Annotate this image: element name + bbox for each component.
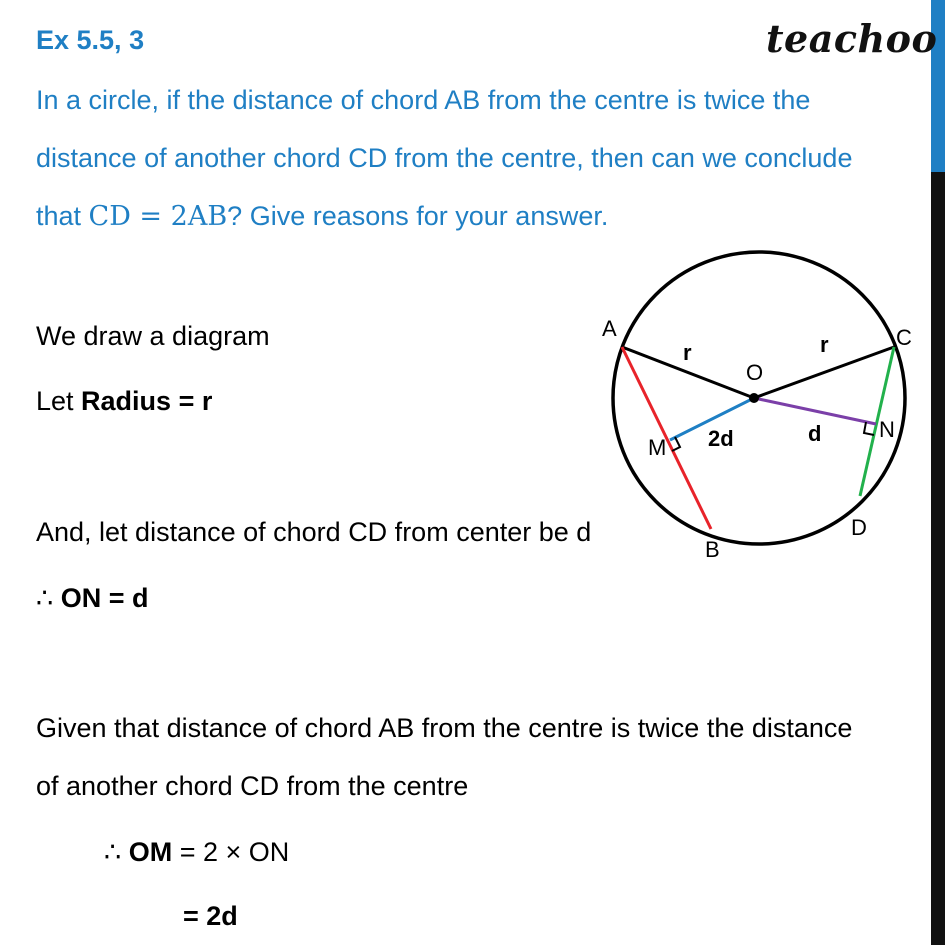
exercise-title: Ex 5.5, 3	[36, 25, 145, 55]
therefore-symbol: ∴	[36, 583, 61, 613]
given-line-1: Given that distance of chord AB from the centre is twice the distance	[36, 713, 853, 743]
radius-pre: Let	[36, 386, 82, 416]
label-o: O	[746, 360, 764, 385]
label-r-right: r	[820, 332, 829, 357]
label-r-left: r	[683, 340, 692, 365]
question-math: CD = 2AB	[88, 201, 228, 232]
label-on-length: d	[808, 421, 822, 446]
om-bold: OM	[128, 837, 173, 867]
radius-bold: Radius = r	[81, 386, 213, 416]
label-b: B	[705, 537, 720, 562]
question-line-3-pre: that	[36, 201, 89, 231]
question-line-2: distance of another chord CD from the centre, then can we conclude	[36, 143, 853, 173]
om-rest: = 2 × ON	[172, 837, 290, 867]
therefore-symbol: ∴	[104, 837, 129, 867]
label-n: N	[879, 417, 895, 442]
label-d: D	[851, 515, 867, 540]
given-line-2: of another chord CD from the centre	[36, 771, 469, 801]
label-om-length: 2d	[708, 426, 734, 451]
label-m: M	[648, 435, 667, 460]
on-bold: ON = d	[60, 583, 149, 613]
label-c: C	[896, 325, 912, 350]
draw-diagram-text: We draw a diagram	[36, 321, 270, 351]
centre-point	[749, 393, 759, 403]
om-result-bold: = 2d	[183, 901, 238, 931]
question-line-1: In a circle, if the distance of chord AB from the centre is twice the	[36, 85, 811, 115]
chord-ab	[622, 347, 711, 529]
label-a: A	[602, 316, 617, 341]
teachoo-logo: teachoo	[766, 16, 938, 61]
question-line-3-post: ? Give reasons for your answer.	[227, 201, 609, 231]
distance-cd-statement: And, let distance of chord CD from center be d	[36, 517, 592, 547]
